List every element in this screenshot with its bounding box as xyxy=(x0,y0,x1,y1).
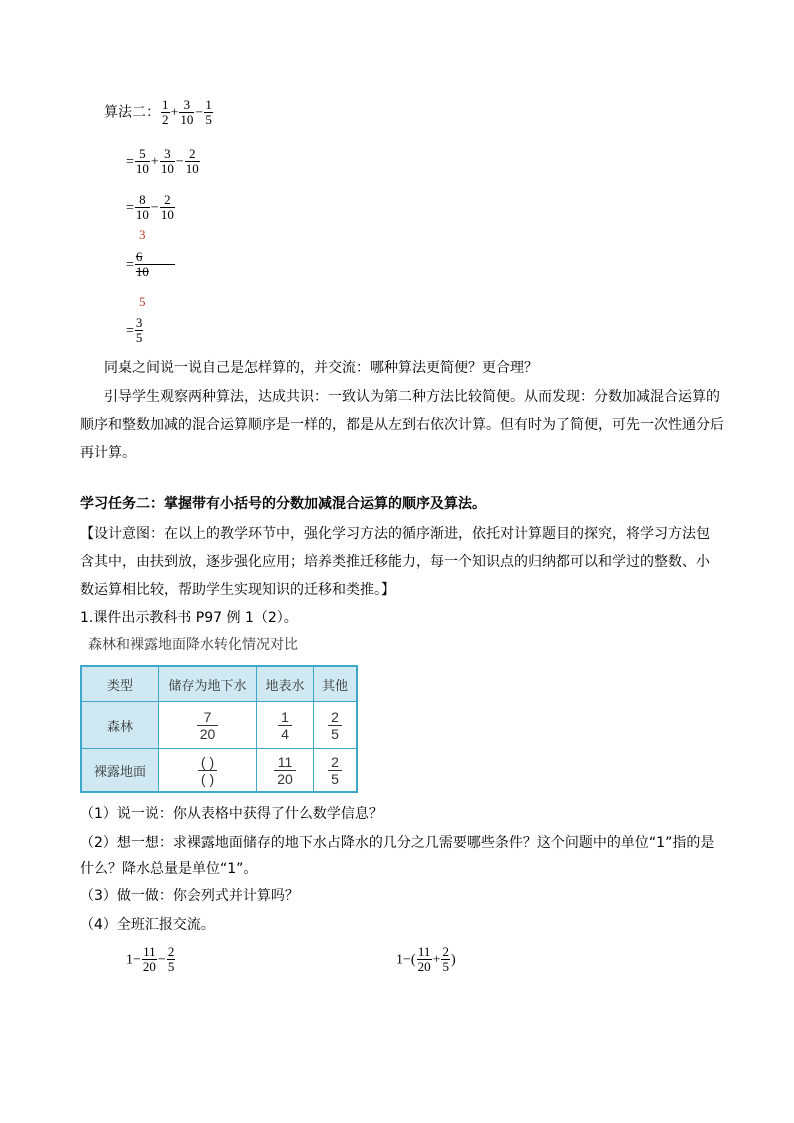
cell-groundwater: $\frac{7}{20}$ xyxy=(159,702,257,749)
task2-title: 学习任务二：掌握带有小括号的分数加减混合运算的顺序及算法。 xyxy=(80,496,486,512)
table-header-row xyxy=(81,666,357,702)
fraction: $\frac{2}{5}$ xyxy=(167,944,175,974)
method2-label: 算法二： xyxy=(104,104,160,121)
row-type: 森林 xyxy=(81,702,159,749)
fraction: $\frac{5}{10}$ xyxy=(135,146,149,176)
question-1: （1）说一说：你从表格中获得了什么数学信息？ xyxy=(80,806,383,822)
header-groundwater: 储存为地下水 xyxy=(159,666,257,702)
fraction: $\frac{3}{10}$ xyxy=(180,97,194,127)
cell-groundwater: ( ) ( ) xyxy=(159,749,257,793)
fraction: $\frac{3}{10}$ xyxy=(160,146,174,176)
fraction: $\frac{11}{20}$ xyxy=(417,944,431,974)
fraction: $\frac{2}{10}$ xyxy=(185,146,199,176)
para-consensus-line3: 再计算。 xyxy=(80,445,136,461)
table-caption: 森林和裸露地面降水转化情况对比 xyxy=(88,637,298,653)
para-consensus-line1: 引导学生观察两种算法，达成共识：一致认为第二种方法比较简便。从而发现：分数加减混合运算的 xyxy=(104,389,720,405)
method2-line3: = $\frac{8}{10}$ − $\frac{2}{10}$ xyxy=(126,192,174,222)
cell-other: $\frac{2}{5}$ xyxy=(314,702,358,749)
fraction: $\frac{1}{2}$ xyxy=(162,97,169,127)
precipitation-table xyxy=(80,665,358,793)
fraction: $\frac{2}{10}$ xyxy=(160,192,174,222)
fraction: $\frac{1}{5}$ xyxy=(205,97,212,127)
fraction: $\frac{2}{5}$ xyxy=(442,944,449,974)
para-consensus-line2: 顺序和整数加减的混合运算顺序是一样的，都是从左到右依次计算。但有时为了简便，可先一次性通分后 xyxy=(80,417,724,433)
header-surface-water: 地表水 xyxy=(257,666,314,702)
item1: 1.课件出示教科书 P97 例 1（2）。 xyxy=(80,610,298,626)
para-discuss: 同桌之间说一说自己是怎样算的，并交流：哪种算法更简便？更合理？ xyxy=(104,360,538,376)
cell-surface-water: $\frac{1}{4}$ xyxy=(257,702,314,749)
fraction: $\frac{11}{20}$ xyxy=(142,944,156,974)
cell-surface-water: $\frac{11}{20}$ xyxy=(257,749,314,793)
expression-right: 1−( $\frac{11}{20}$ + $\frac{2}{5}$ ) xyxy=(396,944,456,974)
fraction: $\frac{3}{5}$ xyxy=(135,315,143,345)
table-row xyxy=(81,749,357,793)
method2-line2: = $\frac{5}{10}$ + $\frac{3}{10}$ − $\frac{2}{10}$ xyxy=(126,146,199,176)
design-intent-line2: 含其中，由扶到放，逐步强化应用；培养类推迁移能力，每一个知识点的归纳都可以和学过的整数、小 xyxy=(80,554,710,570)
question-4: （4）全班汇报交流。 xyxy=(80,917,215,933)
cancel-denominator: 5 xyxy=(139,294,146,309)
question-2-line1: （2）想一想：求裸露地面储存的地下水占降水的几分之几需要哪些条件？这个问题中的单位“1”指的是 xyxy=(80,835,715,851)
question-3: （3）做一做：你会列式并计算吗？ xyxy=(80,888,299,904)
question-2-line2: 什么？降水总量是单位“1”。 xyxy=(80,861,258,877)
fraction: $\frac{8}{10}$ xyxy=(135,192,149,222)
cancel-numerator: 3 xyxy=(139,227,146,242)
cell-other: $\frac{2}{5}$ xyxy=(314,749,358,793)
design-intent-line3: 数运算相比较，帮助学生实现知识的迁移和类推。】 xyxy=(80,582,395,598)
row-type: 裸露地面 xyxy=(81,749,159,793)
method2-line5: = $\frac{3}{5}$ xyxy=(126,315,143,345)
fraction-cancelled: $\frac{6}{10}$ xyxy=(135,250,175,279)
design-intent-line1: 【设计意图：在以上的教学环节中，强化学习方法的循序渐进，依托对计算题目的探究，将学习方法包 xyxy=(80,526,710,542)
method2-line1: 算法二： $\frac{1}{2}$ + $\frac{3}{10}$ − $\frac{1}{5}$ xyxy=(104,97,212,127)
header-type: 类型 xyxy=(81,666,159,702)
expression-left: 1− $\frac{11}{20}$ − $\frac{2}{5}$ xyxy=(126,944,175,974)
header-other: 其他 xyxy=(314,666,358,702)
method2-line4: = $\frac{6}{10}$ xyxy=(126,250,176,279)
table-row xyxy=(81,702,357,749)
